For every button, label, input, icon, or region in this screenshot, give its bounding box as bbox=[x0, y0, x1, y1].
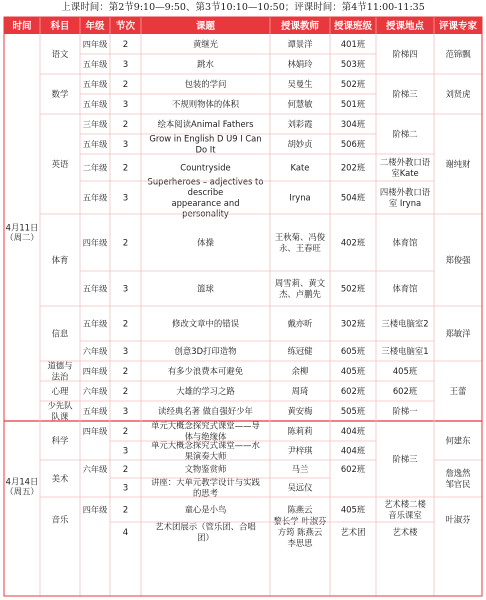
period-cell: 3 bbox=[122, 60, 129, 71]
period-cell: 3 bbox=[122, 193, 129, 204]
period-cell: 3 bbox=[122, 446, 129, 457]
grade-cell: 六年级 bbox=[82, 463, 108, 474]
period-cell: 2 bbox=[122, 367, 129, 378]
topic-cell: Countryside bbox=[180, 162, 231, 173]
teacher-cell: 周琦 bbox=[291, 386, 309, 397]
teacher-cell: 戴亦昕 bbox=[287, 318, 313, 329]
class-cell: 502班 bbox=[340, 283, 366, 294]
topic-cell: 有多少浪费本可避免 bbox=[167, 366, 244, 377]
grade-cell: 二年级 bbox=[82, 162, 108, 173]
topic-cell: 创意3D打印造物 bbox=[174, 346, 237, 357]
topic-cell: 文物鉴赏师 bbox=[184, 464, 227, 475]
location-cell: 二楼外教口语室Kate bbox=[379, 157, 431, 178]
period-cell: 2 bbox=[122, 465, 129, 476]
expert-cell: 谢纯财 bbox=[445, 159, 471, 170]
topic-cell: 读经典名著 做自强好少年 bbox=[158, 406, 253, 417]
day-date: 4月11日 bbox=[5, 222, 39, 233]
day-date: 4月14日 bbox=[5, 476, 39, 487]
grade-cell: 四年级 bbox=[82, 365, 108, 376]
location-cell: 602班 bbox=[392, 386, 418, 397]
subject-cell: 心理 bbox=[51, 386, 69, 397]
location-cell: 三楼电脑室2 bbox=[381, 318, 429, 329]
class-cell: 602班 bbox=[340, 464, 366, 475]
class-cell: 405班 bbox=[340, 504, 366, 515]
class-cell: 404班 bbox=[340, 445, 366, 456]
teacher-cell: 练冠健 bbox=[287, 346, 313, 357]
location-cell: 体育馆 bbox=[392, 237, 418, 248]
schedule-time-note: 上课时间：第2节9:10—9:50、第3节10:10—10:50；评课时间：第4节11:00-11:35 bbox=[61, 2, 425, 13]
location-cell: 阶梯二 bbox=[392, 129, 418, 140]
class-cell: 602班 bbox=[340, 386, 366, 397]
expert-cell: 刘贤虎 bbox=[445, 89, 471, 100]
grade-cell: 六年级 bbox=[82, 345, 108, 356]
topic-cell: 童心是小鸟 bbox=[184, 504, 227, 515]
period-cell: 3 bbox=[122, 140, 129, 151]
period-cell: 2 bbox=[122, 427, 129, 438]
teacher-cell: 何慧敏 bbox=[287, 99, 313, 110]
location-cell: 阶梯一 bbox=[392, 406, 418, 417]
grade-cell: 四年级 bbox=[82, 38, 108, 49]
expert-cell: 詹逸然邹官民 bbox=[445, 468, 471, 489]
grade-cell: 五年级 bbox=[82, 318, 108, 329]
grade-cell: 五年级 bbox=[82, 98, 108, 109]
teacher-cell: 刘彩霞 bbox=[287, 119, 313, 130]
grade-cell: 五年级 bbox=[82, 78, 108, 89]
period-cell: 2 bbox=[122, 319, 129, 330]
topic-cell: 不规则物体的体积 bbox=[172, 99, 239, 110]
location-cell: 体育馆 bbox=[392, 283, 418, 294]
column-header: 授课教师 bbox=[280, 20, 320, 32]
period-cell: 2 bbox=[122, 387, 129, 398]
topic-cell: Superheroes – adjectives to describe appearance and personality bbox=[147, 176, 264, 219]
class-cell: 506班 bbox=[340, 139, 366, 150]
period-cell: 3 bbox=[122, 100, 129, 111]
topic-cell: 篮球 bbox=[197, 283, 214, 294]
teacher-cell: 王秋菊、冯俊永、王春旺 bbox=[274, 232, 326, 253]
column-header: 节次 bbox=[115, 20, 136, 32]
period-cell: 2 bbox=[122, 40, 129, 51]
subject-cell: 美术 bbox=[51, 473, 69, 484]
period-cell: 2 bbox=[122, 120, 129, 131]
teacher-cell: 余柳 bbox=[291, 366, 309, 377]
location-cell: 艺术楼 bbox=[392, 527, 418, 538]
location-cell: 阶梯三 bbox=[392, 454, 418, 465]
class-cell: 605班 bbox=[340, 346, 366, 357]
column-header: 课题 bbox=[195, 20, 216, 32]
grade-cell: 五年级 bbox=[82, 58, 108, 69]
topic-cell: 大雄的学习之路 bbox=[176, 386, 235, 397]
subject-cell: 语文 bbox=[51, 49, 69, 60]
subject-cell: 数学 bbox=[51, 89, 69, 100]
teacher-cell: 马兰 bbox=[291, 464, 309, 475]
subject-cell: 体育 bbox=[51, 255, 69, 266]
period-cell: 2 bbox=[122, 80, 129, 91]
day-weekday: （周五） bbox=[5, 486, 39, 497]
teacher-cell: 谭景洋 bbox=[287, 39, 313, 50]
teacher-cell: 陈莉莉 bbox=[287, 426, 313, 437]
topic-cell: 体操 bbox=[197, 237, 214, 248]
expert-cell: 王蕾 bbox=[449, 386, 467, 397]
column-header: 时间 bbox=[12, 20, 32, 32]
teacher-cell: 陈燕云 bbox=[287, 504, 313, 515]
teacher-cell: Kate bbox=[290, 162, 310, 173]
subject-cell: 科学 bbox=[51, 435, 69, 446]
day-weekday: （周二） bbox=[5, 232, 39, 243]
column-header: 授课班级 bbox=[333, 20, 373, 32]
class-cell: 404班 bbox=[340, 426, 366, 437]
column-header: 评课专家 bbox=[438, 20, 478, 32]
teacher-cell: 吴曼生 bbox=[287, 79, 313, 90]
location-cell: 阶梯四 bbox=[392, 49, 418, 60]
topic-cell: 绘本阅读Animal Fathers bbox=[157, 119, 254, 130]
expert-cell: 何建东 bbox=[445, 435, 471, 446]
teacher-cell: 吴远仪 bbox=[287, 482, 313, 493]
class-cell: 402班 bbox=[340, 237, 366, 248]
location-cell: 三楼电脑室1 bbox=[381, 346, 429, 357]
location-cell: 阶梯三 bbox=[392, 89, 418, 100]
grade-cell: 五年级 bbox=[82, 138, 108, 149]
class-cell: 401班 bbox=[340, 39, 366, 50]
teacher-cell: 周雪莉、黄文杰、卢鹏先 bbox=[274, 278, 326, 299]
class-cell: 503班 bbox=[340, 59, 366, 70]
teacher-cell: 林娟玲 bbox=[287, 59, 313, 70]
topic-cell: 讲座：大单元教学设计与实践的思考 bbox=[151, 477, 260, 498]
period-cell: 4 bbox=[122, 528, 129, 539]
subject-cell: 英语 bbox=[51, 159, 69, 170]
class-cell: 202班 bbox=[340, 162, 366, 173]
subject-cell: 道德与法治 bbox=[47, 360, 73, 382]
period-cell: 3 bbox=[122, 407, 129, 418]
subject-cell: 信息 bbox=[51, 328, 69, 339]
topic-cell: 艺术团展示（管乐团、合唱团） bbox=[155, 521, 256, 543]
teacher-cell: 黎长学 叶淑芬方筠 陈燕云李思思 bbox=[273, 516, 327, 548]
class-cell: 504班 bbox=[340, 192, 366, 203]
topic-cell: 跳水 bbox=[197, 59, 214, 70]
class-cell: 304班 bbox=[340, 119, 366, 130]
column-header: 年级 bbox=[85, 20, 105, 32]
period-cell: 2 bbox=[122, 238, 129, 249]
period-cell: 2 bbox=[122, 163, 129, 174]
location-cell: 四楼外教口语室 Iryna bbox=[379, 187, 431, 208]
column-header: 科目 bbox=[50, 20, 70, 32]
subject-cell: 少先队队课 bbox=[47, 400, 73, 422]
class-cell: 302班 bbox=[340, 318, 366, 329]
class-cell: 艺术团 bbox=[340, 527, 366, 538]
topic-cell: 黄继光 bbox=[192, 39, 219, 50]
teacher-cell: 尹梓琪 bbox=[287, 445, 313, 456]
subject-cell: 音乐 bbox=[51, 514, 69, 525]
period-cell: 3 bbox=[122, 347, 129, 358]
period-cell: 3 bbox=[122, 284, 129, 295]
location-cell: 艺术楼二楼音乐课室 bbox=[384, 499, 426, 520]
period-cell: 2 bbox=[122, 505, 129, 516]
topic-cell: Grow in English D U9 I Can Do It bbox=[149, 133, 262, 155]
topic-cell: 修改文章中的错误 bbox=[172, 318, 239, 329]
teacher-cell: 黄安梅 bbox=[287, 406, 313, 417]
grade-cell: 五年级 bbox=[82, 192, 108, 203]
expert-cell: 郑敏洋 bbox=[445, 328, 471, 339]
grade-cell: 六年级 bbox=[82, 385, 108, 396]
teacher-cell: 胡妙贞 bbox=[287, 139, 313, 150]
expert-cell: 范锦飘 bbox=[445, 49, 471, 60]
class-cell: 405班 bbox=[340, 366, 366, 377]
expert-cell: 叶淑芬 bbox=[445, 514, 471, 525]
grade-cell: 四年级 bbox=[82, 425, 108, 436]
column-header: 授课地点 bbox=[385, 20, 425, 32]
topic-cell: 包装的学问 bbox=[184, 79, 227, 90]
topic-cell: 单元大概念探究式课堂——导体与绝缘体 bbox=[151, 420, 260, 442]
topic-cell: 单元大概念探究式课堂——水果演奏大师 bbox=[151, 440, 260, 461]
expert-cell: 郑俊强 bbox=[445, 255, 471, 266]
grade-cell: 三年级 bbox=[82, 118, 108, 129]
period-cell: 3 bbox=[122, 483, 129, 494]
grade-cell: 四年级 bbox=[82, 237, 108, 248]
grade-cell: 四年级 bbox=[82, 504, 108, 515]
location-cell: 405班 bbox=[392, 366, 418, 377]
teacher-cell: Iryna bbox=[289, 192, 311, 203]
class-cell: 505班 bbox=[340, 406, 366, 417]
class-cell: 501班 bbox=[340, 99, 366, 110]
class-cell: 502班 bbox=[340, 79, 366, 90]
grade-cell: 五年级 bbox=[82, 283, 108, 294]
grade-cell: 五年级 bbox=[82, 405, 108, 416]
